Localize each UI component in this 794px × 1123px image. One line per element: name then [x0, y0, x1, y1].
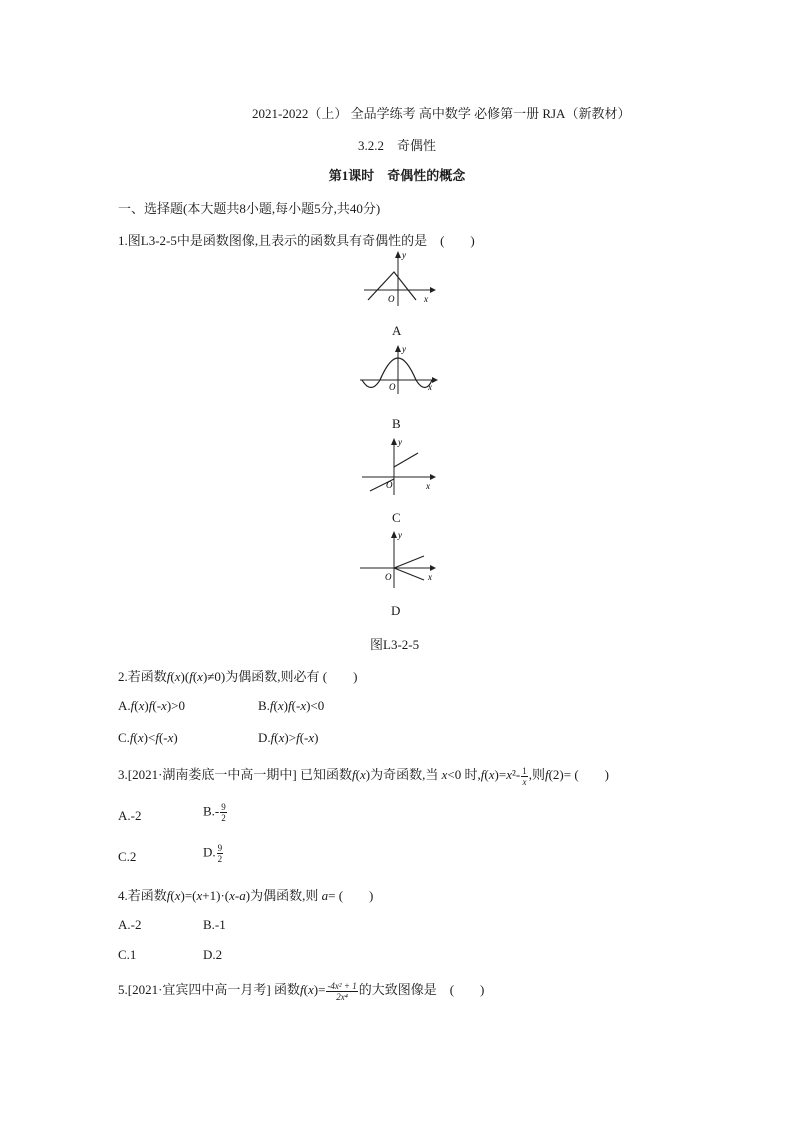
question-2-option-c: C.f(x)<f(-x) [118, 730, 178, 745]
graph-c-label: C [392, 510, 401, 525]
graph-b-origin: O [389, 382, 396, 392]
question-2-option-a: A.f(x)f(-x)>0 [118, 698, 185, 713]
question-4-stem: 4.若函数f(x)=(x+1)·(x-a)为偶函数,则 a= ( ) [118, 888, 374, 903]
figure-caption: 图L3-2-5 [370, 637, 420, 652]
graph-d-label: D [391, 603, 401, 618]
graph-b-y-label: y [402, 344, 406, 354]
question-5-stem: 5.[2021·宜宾四中高一月考] 函数f(x)= $\frac{\text{-4x² + 1}}{\text{2x⁴}}$ 的大致图像是 ( ) [118, 980, 485, 1002]
graph-a-origin: O [388, 294, 395, 304]
graph-a-y-label: y [402, 250, 406, 260]
graph-a [360, 250, 436, 308]
question-4-option-d: D.2 [203, 947, 223, 962]
question-3-option-c: C.2 [118, 849, 137, 864]
question-1-stem: 1.图L3-2-5中是函数图像,且表示的函数具有奇偶性的是 ( ) [118, 233, 475, 248]
question-3-option-d: D. $\frac{9}{2}$ [203, 843, 223, 864]
question-4-option-b: B.-1 [203, 917, 226, 932]
question-2-option-d: D.f(x)>f(-x) [258, 730, 319, 745]
graph-d-x-label: x [428, 572, 432, 582]
part-title: 一、选择题(本大题共8小题,每小题5分,共40分) [118, 201, 381, 216]
graph-c-origin: O [386, 480, 393, 490]
graph-d-y-label: y [398, 530, 402, 540]
graph-d [358, 530, 436, 590]
graph-c-y-label: y [398, 437, 402, 447]
question-4-option-a: A.-2 [118, 917, 142, 932]
question-4-option-c: C.1 [118, 947, 137, 962]
question-2-option-b: B.f(x)f(-x)<0 [258, 698, 325, 713]
graph-c-x-label: x [426, 481, 430, 491]
graph-c [360, 437, 436, 497]
graph-b [358, 344, 438, 396]
graph-b-label: B [392, 416, 401, 431]
question-3-option-b: B.- $\frac{9}{2}$ [203, 802, 226, 823]
graph-b-x-label: x [428, 382, 432, 392]
section-title: 3.2.2 奇偶性 [357, 138, 436, 153]
question-3-option-a: A.-2 [118, 808, 142, 823]
graph-a-label: A [392, 323, 402, 338]
course-header: 2021-2022（上） 全品学练考 高中数学 必修第一册 RJA（新教材） [252, 106, 631, 121]
graph-d-origin: O [385, 572, 392, 582]
question-2-stem: 2.若函数f(x)(f(x)≠0)为偶函数,则必有 ( ) [118, 669, 358, 684]
graph-a-x-label: x [424, 294, 428, 304]
question-3-stem: 3.[2021·湖南娄底一中高一期中] 已知函数f(x)为奇函数,当 x<0 时,f(x)=x²- $\frac{1}{x}$ ,则f(2)= ( ) [118, 765, 610, 787]
lesson-title: 第1课时 奇偶性的概念 [328, 168, 466, 183]
